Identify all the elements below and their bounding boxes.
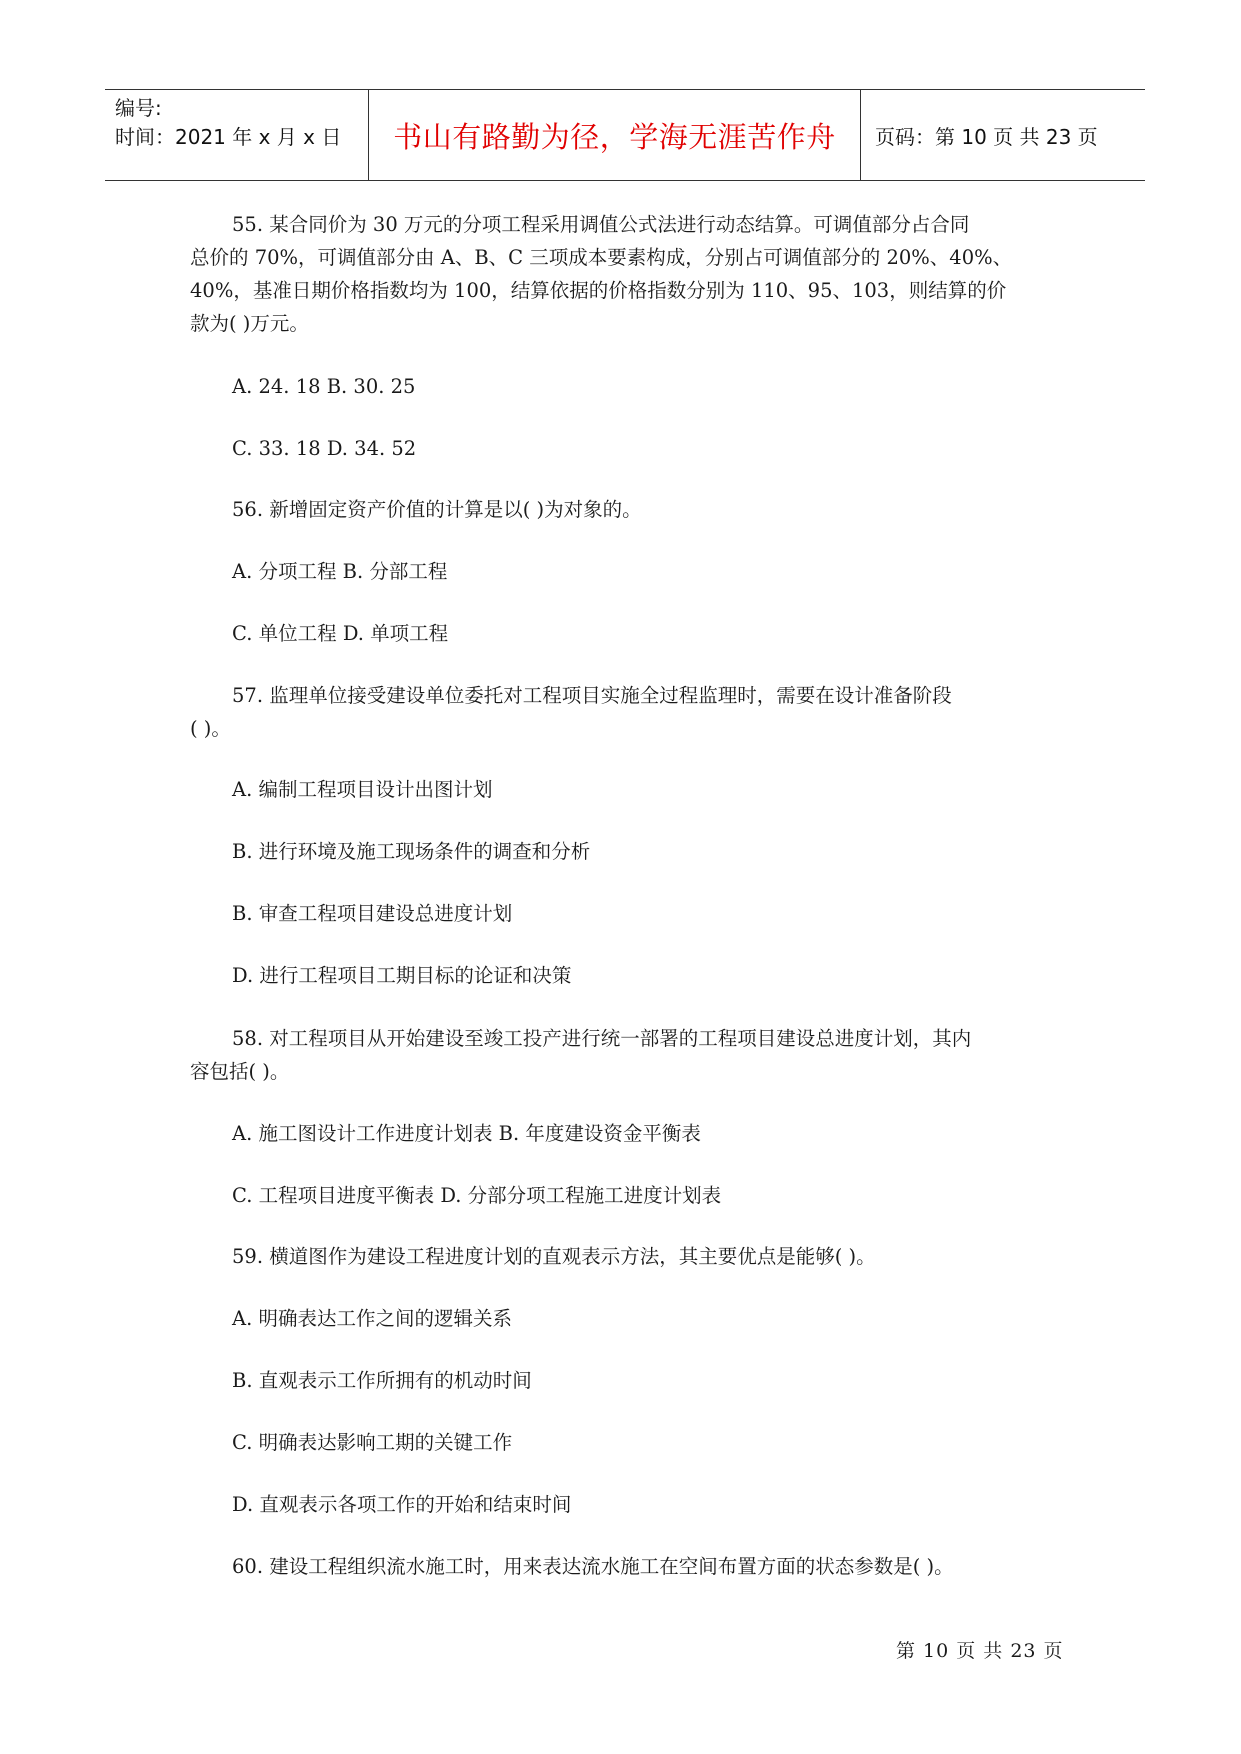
header-motto: 书山有路勤为径，学海无涯苦作舟 — [369, 90, 861, 180]
option-line: A. 分项工程 B. 分部工程 — [232, 560, 448, 583]
time-label: 时间：2021 年 x 月 x 日 — [115, 125, 342, 149]
question-text: 总价的 70%，可调值部分由 A、B、C 三项成本要素构成，分别占可调值部分的 20%、40%、 — [190, 246, 1013, 269]
option-line: A. 24. 18 B. 30. 25 — [232, 375, 416, 398]
option-line: C. 33. 18 D. 34. 52 — [232, 437, 417, 460]
option-line: B. 审查工程项目建设总进度计划 — [232, 902, 513, 925]
option-line: A. 施工图设计工作进度计划表 B. 年度建设资金平衡表 — [232, 1122, 701, 1145]
question-55 — [190, 208, 1060, 340]
question-60: 60. 建设工程组织流水施工时，用来表达流水施工在空间布置方面的状态参数是( )。 — [232, 1555, 954, 1578]
option-line: D. 进行工程项目工期目标的论证和决策 — [232, 964, 572, 987]
question-text: 58. 对工程项目从开始建设至竣工投产进行统一部署的工程项目建设总进度计划，其内 — [232, 1027, 972, 1050]
question-text: 款为( )万元。 — [190, 312, 309, 335]
question-text: 55. 某合同价为 30 万元的分项工程采用调值公式法进行动态结算。可调值部分占合同 — [232, 213, 970, 236]
question-57 — [190, 679, 1060, 745]
question-59: 59. 横道图作为建设工程进度计划的直观表示方法，其主要优点是能够( )。 — [232, 1245, 876, 1268]
document-header — [105, 89, 1145, 181]
option-line: A. 编制工程项目设计出图计划 — [232, 778, 493, 801]
question-58 — [190, 1022, 1060, 1088]
question-text: 40%，基准日期价格指数均为 100，结算依据的价格指数分别为 110、95、103，则结算的价 — [190, 279, 1007, 302]
question-text: 容包括( )。 — [190, 1060, 290, 1083]
option-line: B. 直观表示工作所拥有的机动时间 — [232, 1369, 532, 1392]
header-page-label: 页码：第 10 页 共 23 页 — [875, 124, 1098, 149]
option-line: B. 进行环境及施工现场条件的调查和分析 — [232, 840, 591, 863]
option-line: C. 工程项目进度平衡表 D. 分部分项工程施工进度计划表 — [232, 1184, 722, 1207]
header-meta — [105, 90, 369, 180]
option-line: C. 明确表达影响工期的关键工作 — [232, 1431, 513, 1454]
question-text: 57. 监理单位接受建设单位委托对工程项目实施全过程监理时，需要在设计准备阶段 — [232, 684, 952, 707]
option-line: C. 单位工程 D. 单项工程 — [232, 622, 449, 645]
option-line: D. 直观表示各项工作的开始和结束时间 — [232, 1493, 572, 1516]
question-text: ( )。 — [190, 717, 231, 740]
question-56: 56. 新增固定资产价值的计算是以( )为对象的。 — [232, 498, 642, 521]
page-footer: 第 10 页 共 23 页 — [896, 1640, 1064, 1662]
option-line: A. 明确表达工作之间的逻辑关系 — [232, 1307, 512, 1330]
number-label: 编号: — [115, 96, 162, 120]
